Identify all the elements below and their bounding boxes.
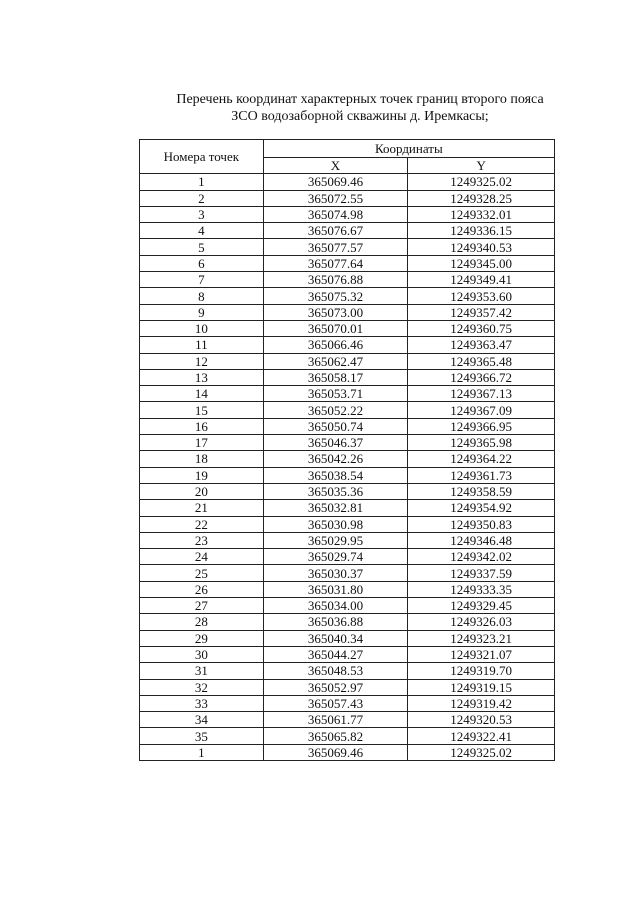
x-coordinate-cell: 365074.98: [263, 206, 408, 222]
point-number-cell: 1: [140, 174, 264, 190]
table-row: [140, 744, 555, 760]
table-row: [140, 174, 555, 190]
x-coordinate-cell: 365030.98: [263, 516, 408, 532]
x-coordinate-cell: 365035.36: [263, 483, 408, 499]
y-coordinate-cell: 1249340.53: [408, 239, 555, 255]
table-row: [140, 402, 555, 418]
table-row: [140, 304, 555, 320]
table-row: [140, 386, 555, 402]
point-number-cell: 4: [140, 223, 264, 239]
header-x: X: [263, 158, 408, 174]
table-row: [140, 337, 555, 353]
point-number-cell: 11: [140, 337, 264, 353]
x-coordinate-cell: 365058.17: [263, 369, 408, 385]
header-y: Y: [408, 158, 555, 174]
table-row: [140, 581, 555, 597]
y-coordinate-cell: 1249325.02: [408, 174, 555, 190]
table-row: [140, 712, 555, 728]
y-coordinate-cell: 1249336.15: [408, 223, 555, 239]
point-number-cell: 6: [140, 255, 264, 271]
table-header: [140, 140, 555, 174]
x-coordinate-cell: 365062.47: [263, 353, 408, 369]
x-coordinate-cell: 365034.00: [263, 598, 408, 614]
x-coordinate-cell: 365029.95: [263, 532, 408, 548]
y-coordinate-cell: 1249366.72: [408, 369, 555, 385]
point-number-cell: 10: [140, 320, 264, 336]
x-coordinate-cell: 365075.32: [263, 288, 408, 304]
y-coordinate-cell: 1249367.13: [408, 386, 555, 402]
coordinates-table: [139, 139, 555, 761]
y-coordinate-cell: 1249345.00: [408, 255, 555, 271]
table-row: [140, 500, 555, 516]
x-coordinate-cell: 365040.34: [263, 630, 408, 646]
point-number-cell: 7: [140, 272, 264, 288]
table-row: [140, 516, 555, 532]
table-row: [140, 646, 555, 662]
point-number-cell: 2: [140, 190, 264, 206]
x-coordinate-cell: 365070.01: [263, 320, 408, 336]
x-coordinate-cell: 365048.53: [263, 663, 408, 679]
point-number-cell: 15: [140, 402, 264, 418]
y-coordinate-cell: 1249354.92: [408, 500, 555, 516]
document-title: [100, 91, 620, 125]
point-number-cell: 3: [140, 206, 264, 222]
point-number-cell: 22: [140, 516, 264, 532]
table-row: [140, 679, 555, 695]
x-coordinate-cell: 365076.88: [263, 272, 408, 288]
y-coordinate-cell: 1249320.53: [408, 712, 555, 728]
header-point-numbers: Номера точек: [140, 140, 264, 174]
y-coordinate-cell: 1249337.59: [408, 565, 555, 581]
point-number-cell: 20: [140, 483, 264, 499]
y-coordinate-cell: 1249357.42: [408, 304, 555, 320]
table-row: [140, 320, 555, 336]
point-number-cell: 29: [140, 630, 264, 646]
table-row: [140, 223, 555, 239]
y-coordinate-cell: 1249366.95: [408, 418, 555, 434]
x-coordinate-cell: 365069.46: [263, 174, 408, 190]
y-coordinate-cell: 1249350.83: [408, 516, 555, 532]
y-coordinate-cell: 1249365.98: [408, 435, 555, 451]
x-coordinate-cell: 365046.37: [263, 435, 408, 451]
point-number-cell: 24: [140, 549, 264, 565]
x-coordinate-cell: 365052.22: [263, 402, 408, 418]
point-number-cell: 34: [140, 712, 264, 728]
point-number-cell: 13: [140, 369, 264, 385]
y-coordinate-cell: 1249346.48: [408, 532, 555, 548]
y-coordinate-cell: 1249364.22: [408, 451, 555, 467]
table-row: [140, 614, 555, 630]
point-number-cell: 25: [140, 565, 264, 581]
table-row: [140, 418, 555, 434]
y-coordinate-cell: 1249349.41: [408, 272, 555, 288]
y-coordinate-cell: 1249319.70: [408, 663, 555, 679]
table-row: [140, 663, 555, 679]
table-row: [140, 353, 555, 369]
point-number-cell: 23: [140, 532, 264, 548]
x-coordinate-cell: 365053.71: [263, 386, 408, 402]
x-coordinate-cell: 365031.80: [263, 581, 408, 597]
x-coordinate-cell: 365052.97: [263, 679, 408, 695]
table-row: [140, 483, 555, 499]
point-number-cell: 28: [140, 614, 264, 630]
x-coordinate-cell: 365069.46: [263, 744, 408, 760]
point-number-cell: 1: [140, 744, 264, 760]
table-body: [140, 174, 555, 761]
y-coordinate-cell: 1249325.02: [408, 744, 555, 760]
y-coordinate-cell: 1249319.42: [408, 695, 555, 711]
table-row: [140, 451, 555, 467]
x-coordinate-cell: 365038.54: [263, 467, 408, 483]
table-row: [140, 435, 555, 451]
table-row: [140, 565, 555, 581]
point-number-cell: 32: [140, 679, 264, 695]
y-coordinate-cell: 1249328.25: [408, 190, 555, 206]
point-number-cell: 19: [140, 467, 264, 483]
x-coordinate-cell: 365042.26: [263, 451, 408, 467]
point-number-cell: 8: [140, 288, 264, 304]
x-coordinate-cell: 365073.00: [263, 304, 408, 320]
y-coordinate-cell: 1249342.02: [408, 549, 555, 565]
y-coordinate-cell: 1249332.01: [408, 206, 555, 222]
x-coordinate-cell: 365077.57: [263, 239, 408, 255]
point-number-cell: 17: [140, 435, 264, 451]
table-row: [140, 728, 555, 744]
x-coordinate-cell: 365032.81: [263, 500, 408, 516]
y-coordinate-cell: 1249333.35: [408, 581, 555, 597]
table-row: [140, 239, 555, 255]
y-coordinate-cell: 1249360.75: [408, 320, 555, 336]
y-coordinate-cell: 1249361.73: [408, 467, 555, 483]
point-number-cell: 9: [140, 304, 264, 320]
x-coordinate-cell: 365044.27: [263, 646, 408, 662]
y-coordinate-cell: 1249329.45: [408, 598, 555, 614]
x-coordinate-cell: 365076.67: [263, 223, 408, 239]
y-coordinate-cell: 1249321.07: [408, 646, 555, 662]
point-number-cell: 30: [140, 646, 264, 662]
table-row: [140, 598, 555, 614]
table-row: [140, 255, 555, 271]
y-coordinate-cell: 1249326.03: [408, 614, 555, 630]
y-coordinate-cell: 1249358.59: [408, 483, 555, 499]
x-coordinate-cell: 365057.43: [263, 695, 408, 711]
header-coordinates: Координаты: [263, 140, 554, 158]
title-line-2: ЗСО водозаборной скважины д. Иремкасы;: [231, 109, 489, 124]
x-coordinate-cell: 365065.82: [263, 728, 408, 744]
title-line-1: Перечень координат характерных точек границ второго пояса: [176, 92, 544, 107]
table-row: [140, 190, 555, 206]
table-row: [140, 272, 555, 288]
point-number-cell: 33: [140, 695, 264, 711]
table-row: [140, 532, 555, 548]
y-coordinate-cell: 1249367.09: [408, 402, 555, 418]
x-coordinate-cell: 365061.77: [263, 712, 408, 728]
table-row: [140, 549, 555, 565]
y-coordinate-cell: 1249322.41: [408, 728, 555, 744]
x-coordinate-cell: 365036.88: [263, 614, 408, 630]
table-row: [140, 206, 555, 222]
y-coordinate-cell: 1249323.21: [408, 630, 555, 646]
table-row: [140, 630, 555, 646]
y-coordinate-cell: 1249363.47: [408, 337, 555, 353]
point-number-cell: 14: [140, 386, 264, 402]
y-coordinate-cell: 1249353.60: [408, 288, 555, 304]
point-number-cell: 16: [140, 418, 264, 434]
point-number-cell: 27: [140, 598, 264, 614]
x-coordinate-cell: 365050.74: [263, 418, 408, 434]
point-number-cell: 21: [140, 500, 264, 516]
table-row: [140, 369, 555, 385]
point-number-cell: 35: [140, 728, 264, 744]
y-coordinate-cell: 1249319.15: [408, 679, 555, 695]
table-row: [140, 695, 555, 711]
table-row: [140, 467, 555, 483]
x-coordinate-cell: 365066.46: [263, 337, 408, 353]
table-row: [140, 288, 555, 304]
y-coordinate-cell: 1249365.48: [408, 353, 555, 369]
point-number-cell: 18: [140, 451, 264, 467]
point-number-cell: 26: [140, 581, 264, 597]
x-coordinate-cell: 365072.55: [263, 190, 408, 206]
point-number-cell: 31: [140, 663, 264, 679]
x-coordinate-cell: 365077.64: [263, 255, 408, 271]
x-coordinate-cell: 365029.74: [263, 549, 408, 565]
point-number-cell: 12: [140, 353, 264, 369]
point-number-cell: 5: [140, 239, 264, 255]
x-coordinate-cell: 365030.37: [263, 565, 408, 581]
